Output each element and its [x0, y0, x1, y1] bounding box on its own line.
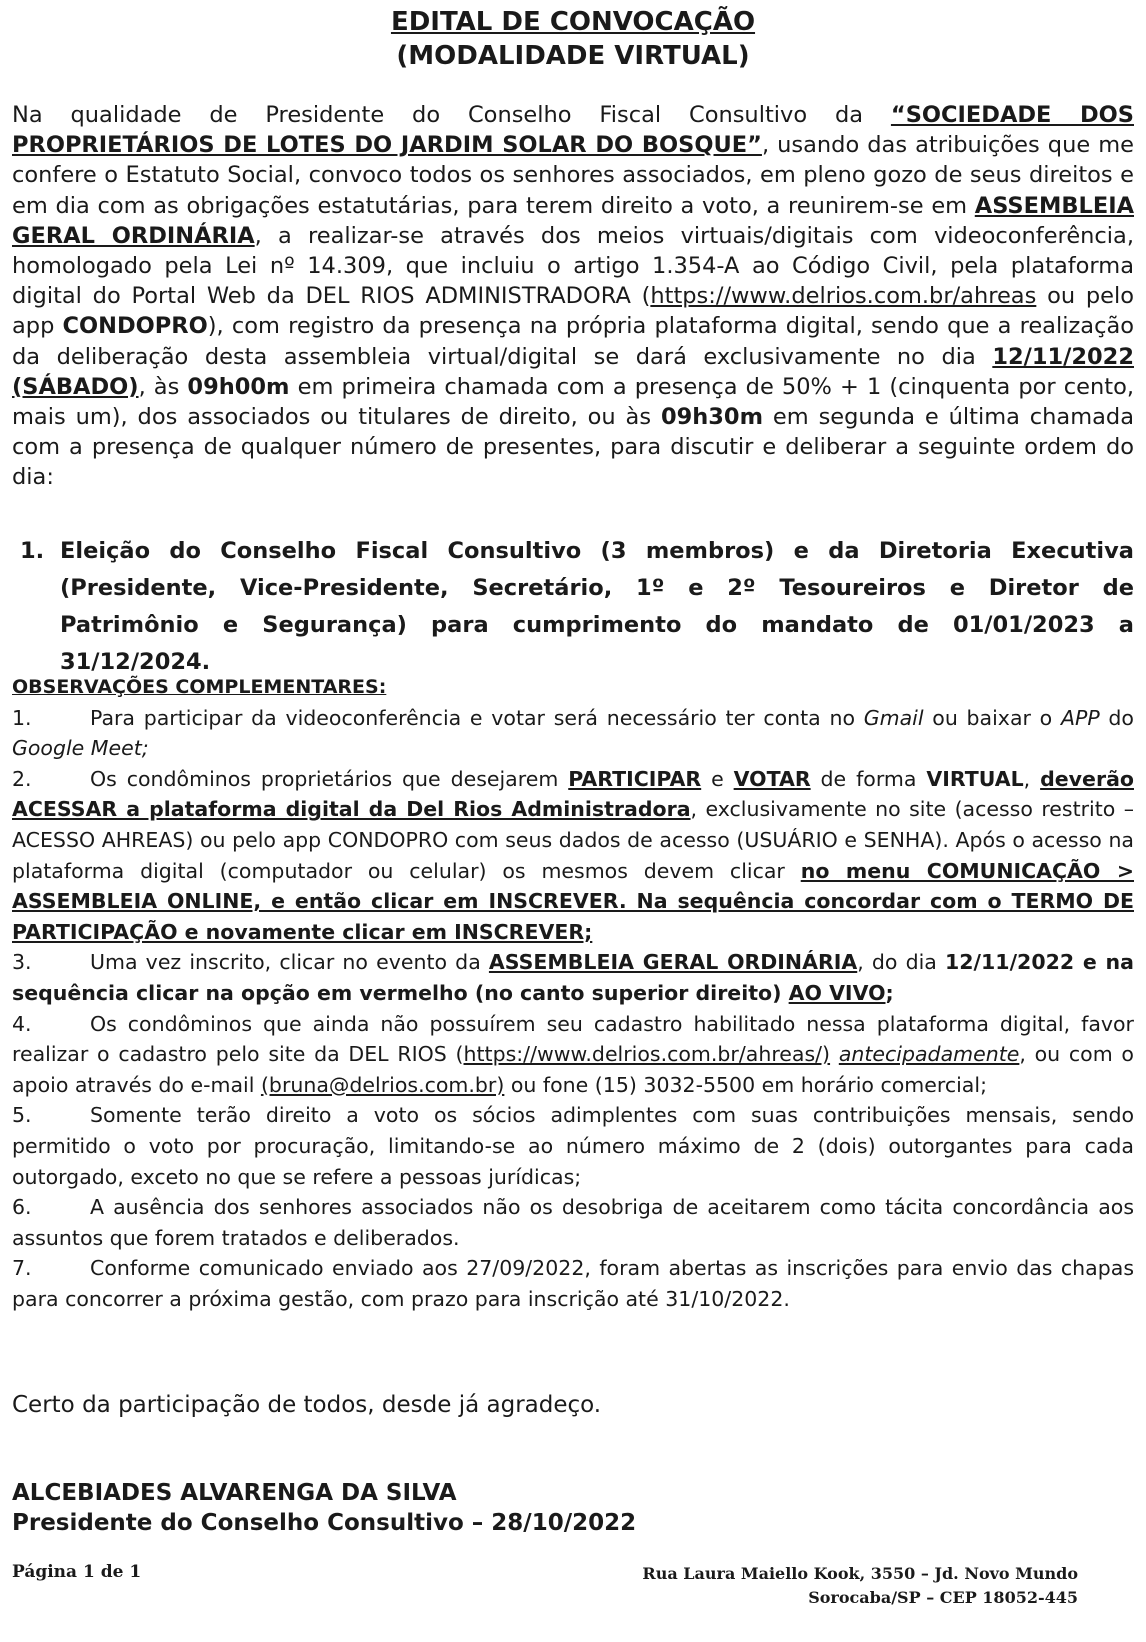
observations-heading: OBSERVAÇÕES COMPLEMENTARES:	[12, 676, 387, 698]
observation-item-2: 2. Os condôminos proprietários que desejarem PARTICIPAR e VOTAR de forma VIRTUAL, deverão ACESSAR a plataforma digital da Del Rios Administradora, exclusivamente no site (acesso restrito – ACESSO AHREAS) ou pelo app CONDOPRO com seus dados de acesso (USUÁRIO e SENHA). Após o acesso na plataforma digital (computador ou celular) os mesmos devem clicar no menu COMUNICAÇÃO > ASSEMBLEIA ONLINE, e então clicar em INSCREVER. Na sequência concordar com o TERMO DE PARTICIPAÇÃO e novamente clicar em INSCREVER;	[12, 766, 1135, 944]
observation-item-3: 3. Uma vez inscrito, clicar no evento da ASSEMBLEIA GERAL ORDINÁRIA, do dia 12/11/2022 e na sequência clicar na opção em vermelho (no canto superior direito) AO VIVO;	[12, 950, 1134, 1005]
email-link[interactable]: (bruna@delrios.com.br)	[260, 1072, 505, 1097]
page-number: Página 1 de 1	[12, 1562, 142, 1582]
portal-link[interactable]: https://www.delrios.com.br/ahreas	[650, 283, 1037, 310]
register-link[interactable]: https://www.delrios.com.br/ahreas/)	[463, 1042, 831, 1067]
document-title: EDITAL DE CONVOCAÇÃO	[390, 7, 756, 37]
observation-item-1: 1. Para participar da videoconferência e votar será necessário ter conta no Gmail ou baixar o APP do Google Meet;	[12, 705, 1134, 761]
footer-address: Rua Laura Maiello Kook, 3550 – Jd. Novo Mundo Sorocaba/SP – CEP 18052-445	[642, 1564, 1078, 1607]
signatory-role: Presidente do Conselho Consultivo – 28/10/2022	[12, 1510, 637, 1536]
assembly-date: 12/11/2022 (SÁBADO)	[12, 343, 1134, 400]
first-call-time: 09h00m	[187, 373, 290, 400]
assembly-name: ASSEMBLEIA GERAL ORDINÁRIA	[12, 192, 1134, 249]
agenda-number: 1.	[20, 538, 45, 564]
document-subtitle: (MODALIDADE VIRTUAL)	[396, 41, 750, 71]
observation-item-7: 7. Conforme comunicado enviado aos 27/09/2022, foram abertas as inscrições para envio das chapas para concorrer a próxima gestão, com prazo para inscrição até 31/10/2022.	[12, 1256, 1134, 1311]
app-name: CONDOPRO	[62, 313, 208, 340]
observation-item-5: 5. Somente terão direito a voto os sócios adimplentes com suas contribuições mensais, sendo permitido o voto por procuração, limitando-se ao número máximo de 2 (dois) outorgantes para cada outorgado, exceto no que se refere a pessoas jurídicas;	[12, 1103, 1134, 1189]
closing-line: Certo da participação de todos, desde já agradeço.	[12, 1392, 602, 1418]
observation-item-6: 6. A ausência dos senhores associados não os desobriga de aceitarem como tácita concordância aos assuntos que forem tratados e deliberados.	[12, 1195, 1134, 1250]
agenda-text: Eleição do Conselho Fiscal Consultivo (3 membros) e da Diretoria Executiva (Presidente, Vice-Presidente, Secretário, 1º e 2º Tesoureiros e Diretor de Patrimônio e Segurança) para cumprimento do mandato de 01/01/2023 a 31/12/2024.	[60, 538, 1134, 675]
observations-section	[12, 672, 1134, 1314]
intro-paragraph: Na qualidade de Presidente do Conselho Fiscal Consultivo da “SOCIEDADE DOS PROPRIETÁRIOS DE LOTES DO JARDIM SOLAR DO BOSQUE”, usando das atribuições que me confere o Estatuto Social, convoco todos os senhores associados, em pleno gozo de seus direitos e em dia com as obrigações estatutárias, para terem direito a voto, a reunirem-se em ASSEMBLEIA GERAL ORDINÁRIA, a realizar-se através dos meios virtuais/digitais com videoconferência, homologado pela Lei nº 14.309, que incluiu o artigo 1.354-A ao Código Civil, pela plataforma digital do Portal Web da DEL RIOS ADMINISTRADORA (https://www.delrios.com.br/ahreas ou pelo app CONDOPRO), com registro da presença na própria plataforma digital, sendo que a realização da deliberação desta assembleia virtual/digital se dará exclusivamente no dia 12/11/2022 (SÁBADO), às 09h00m em primeira chamada com a presença de 50% + 1 (cinquenta por cento, mais um), dos associados ou titulares de direito, ou às 09h30m em segunda e última chamada com a presença de qualquer número de presentes, para discutir e deliberar a seguinte ordem do dia:	[12, 102, 1134, 491]
signatory-name: ALCEBIADES ALVARENGA DA SILVA	[12, 1480, 457, 1506]
observation-item-4: 4. Os condôminos que ainda não possuírem seu cadastro habilitado nessa plataforma digital, favor realizar o cadastro pelo site da DEL RIOS (https://www.delrios.com.br/ahreas/) antecipadamente, ou com o apoio através do e-mail (bruna@delrios.com.br) ou fone (15) 3032-5500 em horário comercial;	[12, 1011, 1134, 1097]
society-name: “SOCIEDADE DOS PROPRIETÁRIOS DE LOTES DO JARDIM SOLAR DO BOSQUE”	[12, 102, 1134, 159]
signature-block	[12, 1478, 636, 1538]
second-call-time: 09h30m	[660, 404, 764, 431]
agenda-item	[20, 533, 1134, 681]
